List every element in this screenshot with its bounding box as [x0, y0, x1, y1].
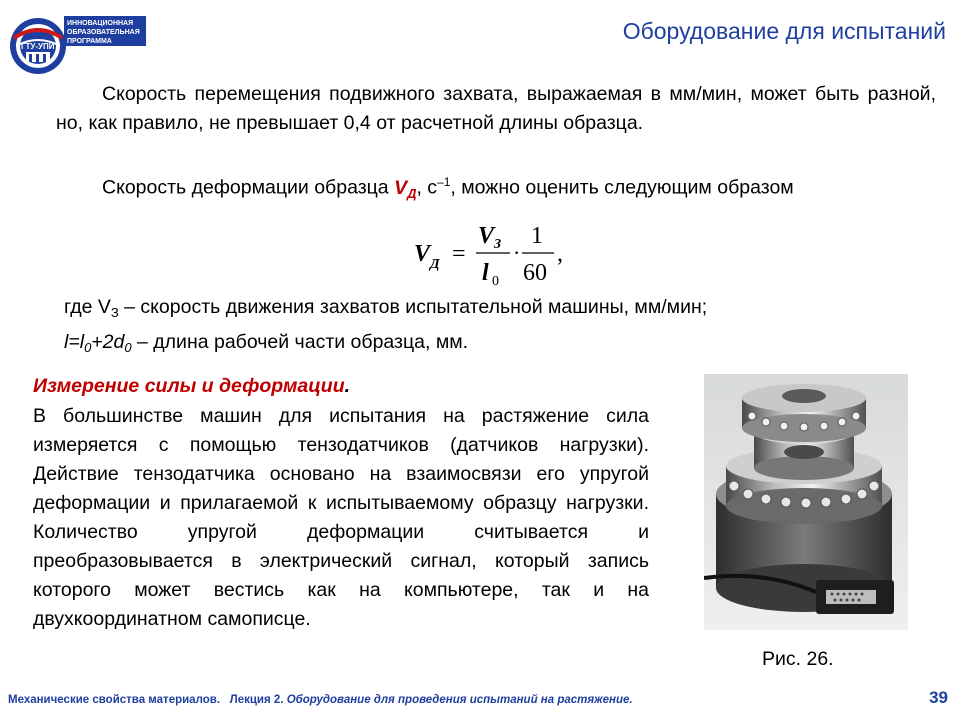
formula-den1: l [482, 260, 489, 286]
p2-unit: , с [416, 176, 438, 199]
formula-lhs-sub: Д [430, 257, 440, 272]
strain-rate-symbol: $V_Д$ [394, 176, 417, 201]
logo-text-1: ИННОВАЦИОННАЯ [67, 20, 134, 27]
footer-topic: Оборудование для проведения испытаний на растяжение. [286, 694, 633, 706]
slide-footer [8, 694, 633, 706]
formula-dot: · [513, 240, 521, 265]
where-line-1: где $V_З$ – скорость движения захватов испытательной машины, мм/мин; [64, 296, 708, 320]
formula-comma: , [557, 241, 563, 267]
logo-text-2: ОБРАЗОВАТЕЛЬНАЯ [67, 29, 140, 36]
formula-lhs: V [414, 241, 431, 267]
formula-num1: V [478, 223, 495, 249]
university-logo [8, 8, 148, 82]
paragraph-speed-text: Скорость перемещения подвижного захвата, выражаемая в мм/мин, может быть разной, но, как правило, не превышает 0,4 от расчетной длины образца. [56, 83, 936, 134]
where-line-2: $l=l_0+2d_0$ – длина рабочей части образца, мм. [64, 331, 469, 355]
p2-sup: –1 [437, 175, 451, 189]
section-heading: Измерение силы и деформации. [33, 375, 351, 397]
formula-num2: 1 [531, 223, 543, 249]
formula-den1-sub: 0 [492, 274, 499, 289]
formula-den2: 60 [523, 260, 547, 286]
p2-text-b: , можно оценить следующим образом [450, 176, 794, 199]
figure-caption: Рис. 26. [762, 648, 834, 670]
load-cell-photo [704, 374, 908, 630]
slide-title: Оборудование для испытаний [622, 18, 946, 44]
footer-course: Механические свойства материалов. [8, 694, 221, 706]
paragraph-speed [56, 80, 936, 138]
logo-text-4: УГТУ-УПИ [16, 42, 55, 51]
paragraph-strain-rate [56, 168, 936, 208]
logo-text-3: ПРОГРАММА [67, 38, 112, 45]
strain-rate-formula [410, 218, 580, 290]
formula-equals: = [452, 241, 466, 267]
p2-text-a: Скорость деформации образца [102, 176, 395, 199]
footer-lecture: Лекция 2. [229, 694, 284, 706]
section-text: В большинстве машин для испытания на растяжение сила измеряется с помощью тензодатчиков (датчиков нагрузки). Действие тензодатчика основано на взаимосвязи его упругой деформации и прилагаемой к испытываемому образцу нагрузки. Количество упругой деформации считывается и преобразовывается в электрический сигнал, который запись которого может вестись как на компьютере, так и на двухкоординатном самописце. [33, 405, 649, 630]
page-number: 39 [929, 688, 948, 707]
formula-num1-sub: З [494, 237, 502, 252]
